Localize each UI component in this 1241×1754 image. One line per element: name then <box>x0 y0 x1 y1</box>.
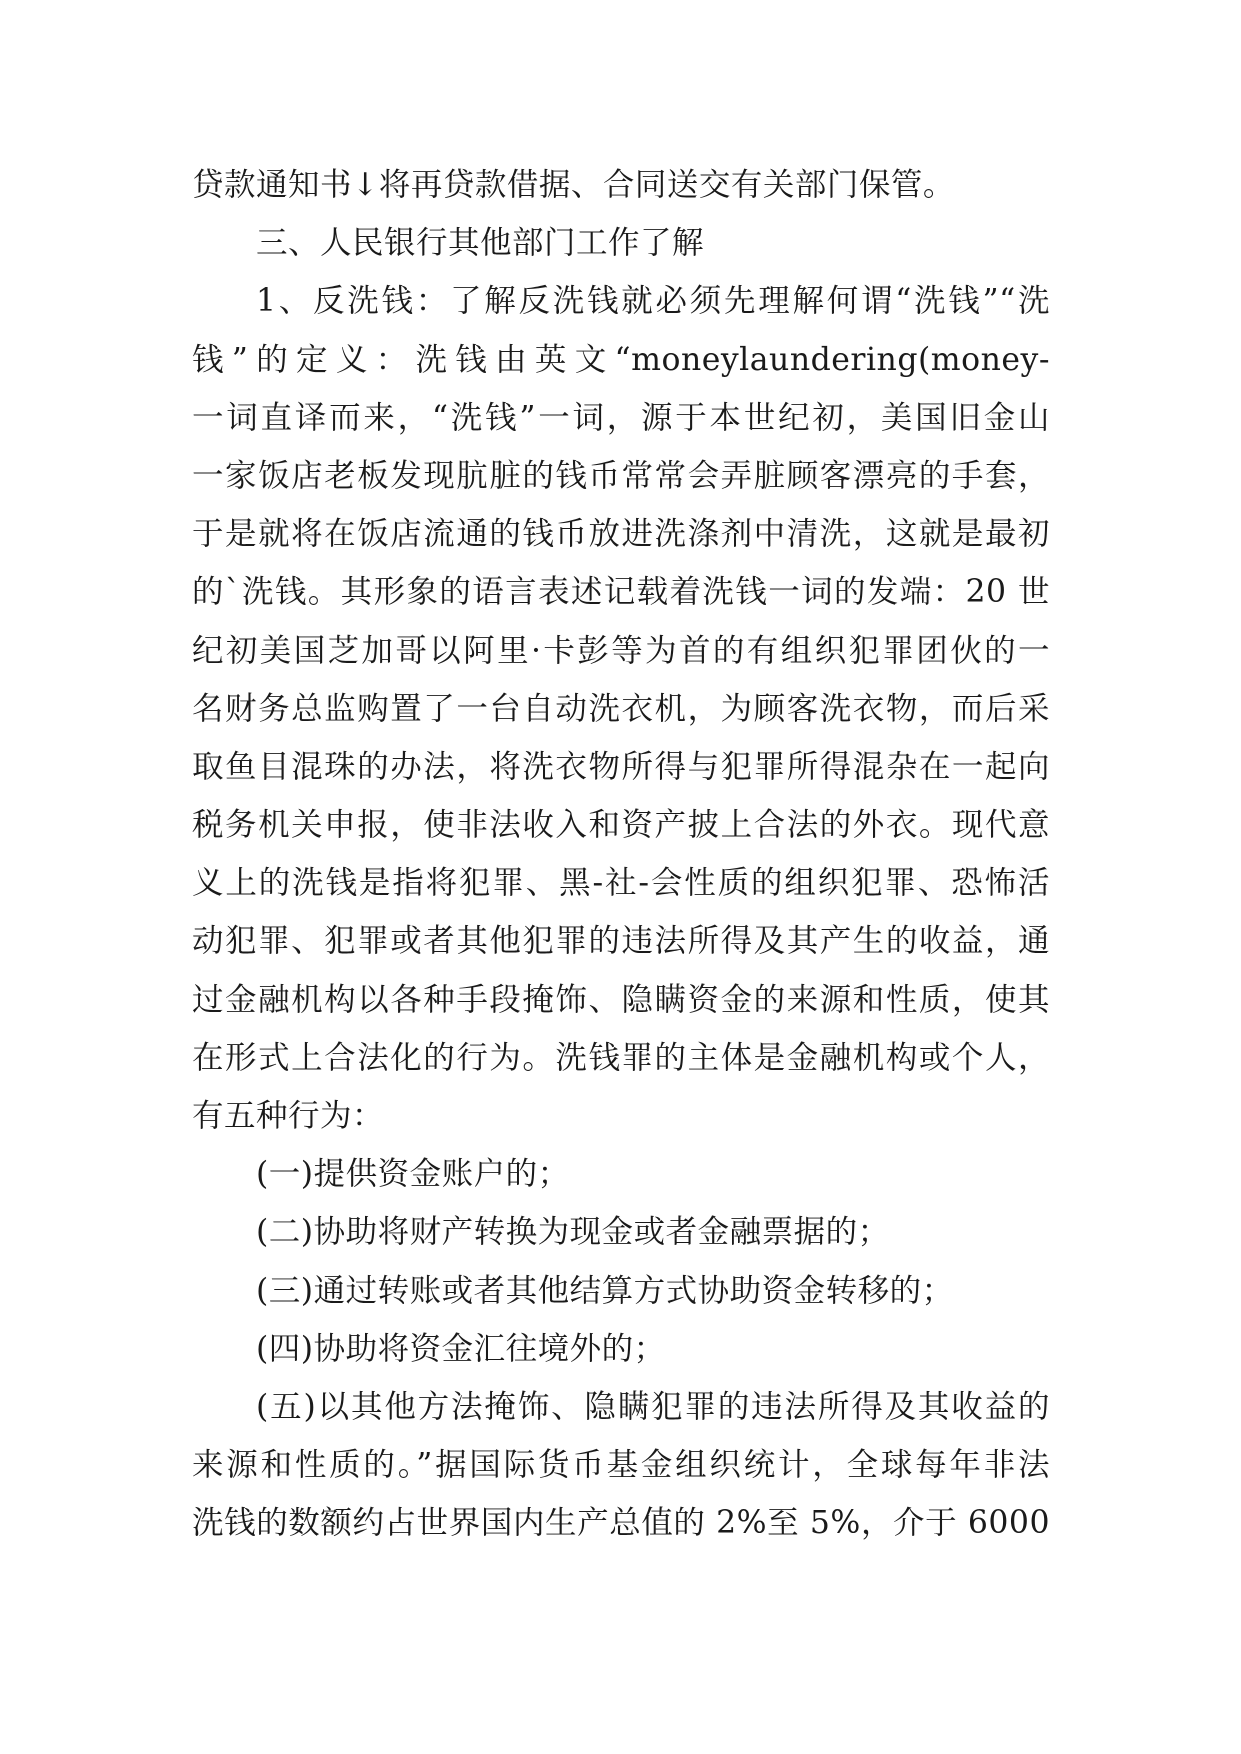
text-line: 一词直译而来，“洗钱”一词，源于本世纪初，美国旧金山 <box>192 399 1050 436</box>
text-line: 取鱼目混珠的办法，将洗衣物所得与犯罪所得混杂在一起向 <box>192 748 1050 785</box>
text-line: 钱”的定义：洗钱由英文“moneylaundering(money- <box>192 341 1050 378</box>
body-text <box>192 156 1050 1553</box>
text-line: 来源和性质的。”据国际货币基金组织统计，全球每年非法 <box>192 1447 1050 1484</box>
text-line: 有五种行为： <box>192 1098 385 1134</box>
text-line: 于是就将在饭店流通的钱币放进洗涤剂中清洗，这就是最初 <box>192 516 1050 553</box>
text-line: 的`洗钱。其形象的语言表述记载着洗钱一词的发端：20 世 <box>192 574 1050 611</box>
text-line: 贷款通知书↓将再贷款借据、合同送交有关部门保管。 <box>192 167 955 203</box>
text-line: 在形式上合法化的行为。洗钱罪的主体是金融机构或个人， <box>192 1039 1050 1076</box>
text-line: 税务机关申报，使非法收入和资产披上合法的外衣。现代意 <box>192 807 1050 844</box>
list-item: (二)协助将财产转换为现金或者金融票据的； <box>256 1214 890 1251</box>
section-heading: 三、人民银行其他部门工作了解 <box>256 225 705 262</box>
list-item: (一)提供资金账户的； <box>256 1156 570 1193</box>
text-line: 纪初美国芝加哥以阿里·卡彭等为首的有组织犯罪团伙的一 <box>192 632 1050 669</box>
text-line: 动犯罪、犯罪或者其他犯罪的违法所得及其产生的收益，通 <box>192 923 1050 960</box>
text-line: 义上的洗钱是指将犯罪、黑-社-会性质的组织犯罪、恐怖活 <box>192 865 1050 902</box>
text-line: 一家饭店老板发现肮脏的钱币常常会弄脏顾客漂亮的手套， <box>192 457 1050 494</box>
list-item: (五)以其他方法掩饰、隐瞒犯罪的违法所得及其收益的 <box>256 1388 1050 1425</box>
text-line: 洗钱的数额约占世界国内生产总值的 2%至 5%，介于 6000 <box>192 1505 1050 1542</box>
list-item: (四)协助将资金汇往境外的； <box>256 1330 666 1367</box>
text-line: 名财务总监购置了一台自动洗衣机，为顾客洗衣物，而后采 <box>192 690 1050 727</box>
list-item: (三)通过转账或者其他结算方式协助资金转移的； <box>256 1272 954 1309</box>
text-line: 1、反洗钱：了解反洗钱就必须先理解何谓“洗钱”“洗 <box>256 283 1050 320</box>
text-line: 过金融机构以各种手段掩饰、隐瞒资金的来源和性质，使其 <box>192 981 1050 1018</box>
